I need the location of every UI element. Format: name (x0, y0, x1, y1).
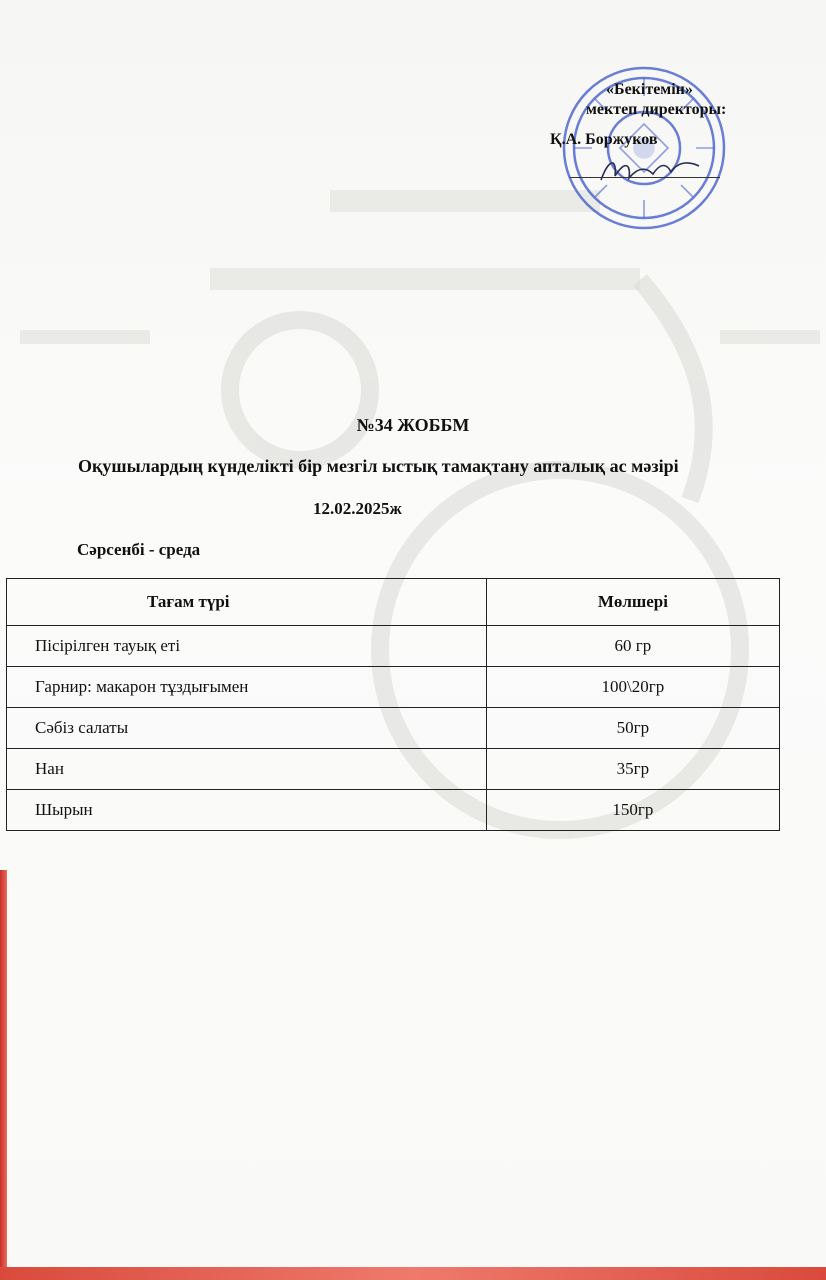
signature-line (570, 177, 720, 178)
table-row (7, 790, 780, 831)
red-edge-bottom (0, 1267, 826, 1280)
menu-title: Оқушылардың күнделікті бір мезгіл ыстық тамақтану апталық ас мәзірі (78, 456, 679, 476)
amount-cell: 60 гр (486, 626, 779, 667)
amount-cell: 100\20гр (486, 667, 779, 708)
menu-date: 12.02.2025ж (313, 499, 402, 518)
dish-cell: Гарнир: макарон тұздығымен (7, 667, 487, 708)
approval-heading: «Бекітемін» (606, 81, 693, 98)
director-signature (595, 150, 705, 190)
approval-position: мектеп директоры: (586, 101, 727, 118)
approval-director-name: Қ.А. Боржуков (550, 131, 658, 148)
dish-cell: Пісірілген тауық еті (7, 626, 487, 667)
menu-table (6, 578, 780, 831)
table-row (7, 667, 780, 708)
column-header-amount: Мөлшері (486, 579, 779, 626)
amount-cell: 150гр (486, 790, 779, 831)
school-name: №34 ЖОББМ (356, 415, 470, 435)
amount-cell: 50гр (486, 708, 779, 749)
red-edge-left (0, 870, 7, 1280)
menu-weekday: Сәрсенбі - среда (77, 540, 201, 559)
amount-cell: 35гр (486, 749, 779, 790)
column-header-dish: Тағам түрі (7, 579, 487, 626)
dish-cell: Шырын (7, 790, 487, 831)
dish-cell: Нан (7, 749, 487, 790)
dish-cell: Сәбіз салаты (7, 708, 487, 749)
table-row (7, 749, 780, 790)
table-row (7, 626, 780, 667)
table-header-row (7, 579, 780, 626)
table-row (7, 708, 780, 749)
